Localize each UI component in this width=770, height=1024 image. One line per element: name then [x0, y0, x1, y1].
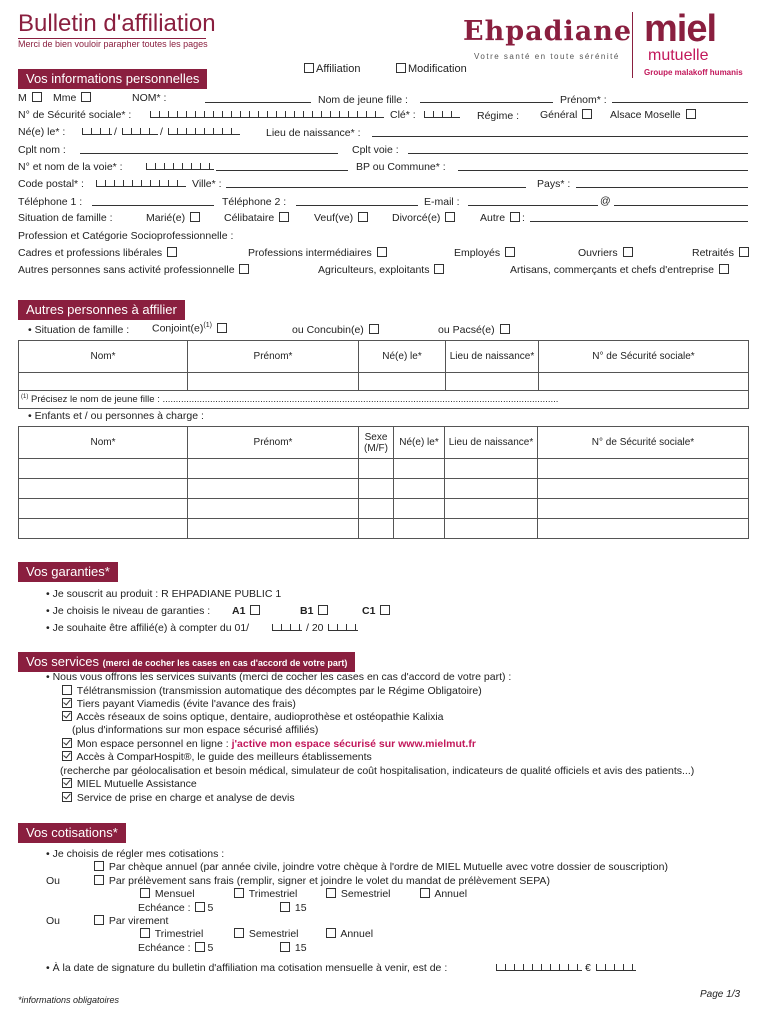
compar-note: (recherche par géolocalisation et besoin médical, simulateur de coût hospitalisation, indicateurs de qualité officiels et avis des patients...): [60, 765, 695, 777]
th-lieu: Lieu de naissance*: [446, 341, 539, 373]
euro-sign: €: [585, 962, 591, 974]
ehpadiane-tagline: Votre santé en toute sérénité: [474, 52, 620, 61]
conjoint-option[interactable]: $Conjoint(e)^{(1)}$: [152, 322, 229, 335]
lieu-label: Lieu de naissance* :: [266, 127, 361, 139]
ou-1: Ou: [46, 875, 61, 887]
secu-field[interactable]: [150, 108, 384, 118]
email-at: @: [600, 195, 611, 207]
pcs-retraites[interactable]: Retraités: [692, 247, 751, 259]
cp-field[interactable]: [96, 177, 186, 187]
concubin-option[interactable]: ou Concubin(e): [292, 324, 381, 336]
tiers-checkbox[interactable]: [62, 698, 72, 708]
modification-checkbox[interactable]: [396, 63, 406, 73]
vir-e15[interactable]: 15: [278, 942, 307, 954]
kalixia-checkbox[interactable]: [62, 711, 72, 721]
section-cotisations: Vos cotisations*: [18, 823, 126, 843]
services-intro: • Nous vous offrons les services suivants (merci de cocher les cases en cas d'accord de votre part) :: [46, 671, 512, 683]
pacse-checkbox[interactable]: [500, 324, 510, 334]
vir-trimestriel[interactable]: Trimestriel: [138, 928, 203, 940]
vir-trimestriel-checkbox[interactable]: [140, 928, 150, 938]
a1-checkbox[interactable]: [250, 605, 260, 615]
pcs-sans[interactable]: Autres personnes sans activité professionnelle: [18, 264, 251, 276]
pcs-ouvriers[interactable]: Ouvriers: [578, 247, 635, 259]
service-espace[interactable]: Mon espace personnel en ligne : j'active mon espace sécurisé sur www.mielmut.fr: [60, 738, 476, 750]
table-row[interactable]: [19, 519, 749, 539]
pcs-employes[interactable]: Employés: [454, 247, 517, 259]
affiliation-option[interactable]: Affiliation: [302, 63, 360, 75]
montant-label: • À la date de signature du bulletin d'affiliation ma cotisation mensuelle à venir, est de :: [46, 962, 448, 974]
prelev-trimestriel[interactable]: Trimestriel: [232, 888, 297, 900]
situation2-label: • Situation de famille :: [28, 324, 130, 336]
regime-alsace[interactable]: Alsace Moselle: [610, 109, 698, 121]
voie-field[interactable]: [216, 170, 348, 171]
cplt-nom-label: Cplt nom :: [18, 144, 66, 156]
niveau-b1[interactable]: B1: [300, 605, 330, 617]
enfants-label: • Enfants et / ou personnes à charge :: [28, 410, 204, 422]
page-subtitle: Merci de bien vouloir parapher toutes les pages: [18, 39, 208, 49]
prelev-e15[interactable]: 15: [278, 902, 307, 914]
vir-semestriel-checkbox[interactable]: [234, 928, 244, 938]
cle-field[interactable]: [424, 108, 460, 118]
devis-checkbox[interactable]: [62, 792, 72, 802]
miel-mutuelle: mutuelle: [648, 47, 709, 64]
date-label: • Je souhaite être affilié(e) à compter du 01/: [46, 622, 250, 634]
m-checkbox[interactable]: [32, 92, 42, 102]
sans-checkbox[interactable]: [239, 264, 249, 274]
naissance-label: Né(e) le* :: [18, 126, 66, 138]
situation-label: Situation de famille :: [18, 212, 113, 224]
assistance-checkbox[interactable]: [62, 778, 72, 788]
kalixia-note: (plus d'informations sur mon espace sécurisé affiliés): [72, 724, 319, 736]
naissance-day[interactable]: [82, 125, 112, 135]
autre-field[interactable]: [530, 221, 748, 222]
date-year-prefix: / 20: [306, 622, 324, 634]
voie-number[interactable]: [146, 160, 214, 170]
nom-field[interactable]: [205, 102, 311, 103]
th2-sexe: Sexe (M/F): [359, 427, 394, 459]
prelev-echeance: Echéance : 5: [138, 902, 214, 914]
service-compar[interactable]: Accès à ComparHospit®, le guide des meilleurs établissements: [60, 751, 372, 763]
spouse-secu-cell[interactable]: [539, 373, 749, 391]
niveau-a1[interactable]: A1: [232, 605, 262, 617]
niveau-c1[interactable]: C1: [362, 605, 392, 617]
spouse-table: [18, 340, 749, 409]
prelev-e5-checkbox[interactable]: [195, 902, 205, 912]
prelev-mensuel[interactable]: Mensuel: [138, 888, 195, 900]
service-kalixia[interactable]: Accès réseaux de soins optique, dentaire, audioprothèse et ostéopathie Kalixia: [60, 711, 444, 723]
prelev-semestriel-checkbox[interactable]: [326, 888, 336, 898]
voie-label: N° et nom de la voie* :: [18, 161, 123, 173]
th2-ne: Né(e) le*: [394, 427, 445, 459]
prelev-e15-checkbox[interactable]: [280, 902, 290, 912]
maiden-name-note: $^{(1)}$ Précisez le nom de jeune fille : ......................................................................................................................................................: [19, 391, 749, 409]
vir-e15-checkbox[interactable]: [280, 942, 290, 952]
cle-label: Clé* :: [390, 109, 416, 121]
prelev-semestriel[interactable]: Semestriel: [324, 888, 391, 900]
alsace-checkbox[interactable]: [686, 109, 696, 119]
pay-cheque[interactable]: Par chèque annuel (par année civile, joindre votre chèque à l'ordre de MIEL Mutuelle avec votre dossier de souscription): [92, 861, 668, 873]
section-garanties: Vos garanties*: [18, 562, 118, 582]
affiliation-checkbox[interactable]: [304, 63, 314, 73]
th-secu: N° de Sécurité sociale*: [539, 341, 749, 373]
montant-cents[interactable]: [596, 961, 636, 971]
section-personal-info: Vos informations personnelles: [18, 69, 207, 89]
lieu-field[interactable]: [372, 136, 748, 137]
agri-checkbox[interactable]: [434, 264, 444, 274]
service-assistance[interactable]: MIEL Mutuelle Assistance: [60, 778, 197, 790]
ou-2: Ou: [46, 915, 61, 927]
artisans-checkbox[interactable]: [719, 264, 729, 274]
email-user-field[interactable]: [468, 205, 598, 206]
pcs-cadres[interactable]: Cadres et professions libérales: [18, 247, 179, 259]
th2-prenom: Prénom*: [188, 427, 359, 459]
cotis-intro: • Je choisis de régler mes cotisations :: [46, 848, 225, 860]
tel2-field[interactable]: [296, 205, 418, 206]
ouvriers-checkbox[interactable]: [623, 247, 633, 257]
vir-echeance: Echéance : 5: [138, 942, 214, 954]
tel1-field[interactable]: [92, 205, 214, 206]
tel2-label: Téléphone 2 :: [222, 196, 287, 208]
general-checkbox[interactable]: [582, 109, 592, 119]
table-row[interactable]: [19, 479, 749, 499]
vir-e5-checkbox[interactable]: [195, 942, 205, 952]
niveau-label: • Je choisis le niveau de garanties :: [46, 605, 211, 617]
nom-jeune-field[interactable]: [420, 102, 553, 103]
conjoint-checkbox[interactable]: [217, 323, 227, 333]
prelev-annuel-checkbox[interactable]: [420, 888, 430, 898]
bp-field[interactable]: [458, 170, 748, 171]
civility-m[interactable]: M: [18, 92, 44, 104]
employes-checkbox[interactable]: [505, 247, 515, 257]
virement-checkbox[interactable]: [94, 915, 104, 925]
pcs-agri[interactable]: Agriculteurs, exploitants: [318, 264, 446, 276]
spouse-ne-cell[interactable]: [359, 373, 446, 391]
prenom-label: Prénom* :: [560, 94, 607, 106]
pays-field[interactable]: [576, 187, 748, 188]
cheque-checkbox[interactable]: [94, 861, 104, 871]
pcs-artisans[interactable]: Artisans, commerçants et chefs d'entreprise: [510, 264, 731, 276]
th2-secu: N° de Sécurité sociale*: [538, 427, 749, 459]
retraites-checkbox[interactable]: [739, 247, 749, 257]
cplt-voie-field[interactable]: [408, 153, 748, 154]
footer-note: *informations obligatoires: [18, 995, 120, 1005]
vir-annuel-checkbox[interactable]: [326, 928, 336, 938]
pay-virement[interactable]: Par virement: [92, 915, 168, 927]
secu-label: N° de Sécurité sociale* :: [18, 109, 132, 121]
pay-prelev[interactable]: Par prélèvement sans frais (remplir, signer et joindre le volet du mandat de prélèvement SEPA): [92, 875, 550, 887]
table-row[interactable]: [19, 459, 749, 479]
spouse-prenom-cell[interactable]: [188, 373, 359, 391]
th-prenom: Prénom*: [188, 341, 359, 373]
service-teletrans[interactable]: Télétransmission (transmission automatique des décomptes par le Régime Obligatoire): [60, 685, 482, 697]
situation-divorce[interactable]: Divorcé(e): [392, 212, 457, 224]
cplt-voie-label: Cplt voie :: [352, 144, 399, 156]
spouse-lieu-cell[interactable]: [446, 373, 539, 391]
ehpadiane-logo: Ehpadiane: [463, 16, 633, 47]
autre-checkbox[interactable]: [510, 212, 520, 222]
page-title: Bulletin d'affiliation: [18, 10, 216, 37]
montant-euros[interactable]: [496, 961, 582, 971]
produit-line: • Je souscrit au produit : R EHPADIANE PUBLIC 1: [46, 588, 282, 600]
prelev-annuel[interactable]: Annuel: [418, 888, 467, 900]
bp-label: BP ou Commune* :: [356, 161, 446, 173]
vir-semestriel[interactable]: Semestriel: [232, 928, 299, 940]
regime-general[interactable]: Général: [540, 109, 594, 121]
ville-field[interactable]: [226, 187, 526, 188]
pays-label: Pays* :: [537, 178, 571, 190]
email-label: E-mail :: [424, 196, 460, 208]
espace-checkbox[interactable]: [62, 738, 72, 748]
teletrans-checkbox[interactable]: [62, 685, 72, 695]
civility-mme[interactable]: Mme: [53, 92, 93, 104]
prenom-field[interactable]: [612, 102, 748, 103]
espace-link[interactable]: j'active mon espace sécurisé sur www.mielmut.fr: [231, 738, 476, 750]
service-tiers[interactable]: Tiers payant Viamedis (évite l'avance des frais): [60, 698, 296, 710]
email-domain-field[interactable]: [614, 205, 748, 206]
naissance-year[interactable]: [168, 125, 240, 135]
celib-checkbox[interactable]: [279, 212, 289, 222]
prelev-mensuel-checkbox[interactable]: [140, 888, 150, 898]
miel-logo: miel: [644, 8, 717, 50]
nom-jeune-label: Nom de jeune fille :: [318, 94, 408, 106]
situation-marie[interactable]: Marié(e): [146, 212, 202, 224]
pacse-option[interactable]: ou Pacsé(e): [438, 324, 512, 336]
tel1-label: Téléphone 1 :: [18, 196, 83, 208]
concubin-checkbox[interactable]: [369, 324, 379, 334]
compar-checkbox[interactable]: [62, 751, 72, 761]
veuf-checkbox[interactable]: [358, 212, 368, 222]
cadres-checkbox[interactable]: [167, 247, 177, 257]
date-year[interactable]: [328, 621, 358, 631]
th-ne: Né(e) le*: [359, 341, 446, 373]
vir-annuel[interactable]: Annuel: [324, 928, 373, 940]
b1-checkbox[interactable]: [318, 605, 328, 615]
cplt-nom-field[interactable]: [80, 153, 338, 154]
ville-label: Ville* :: [192, 178, 222, 190]
marie-checkbox[interactable]: [190, 212, 200, 222]
page-number: Page 1/3: [700, 989, 741, 1000]
regime-label: Régime :: [477, 110, 520, 122]
cp-label: Code postal* :: [18, 178, 84, 190]
situation-veuf[interactable]: Veuf(ve): [314, 212, 370, 224]
modification-option[interactable]: Modification: [394, 63, 467, 75]
mme-checkbox[interactable]: [81, 92, 91, 102]
situation-celib[interactable]: Célibataire: [224, 212, 291, 224]
prelev-checkbox[interactable]: [94, 875, 104, 885]
service-devis[interactable]: Service de prise en charge et analyse de devis: [60, 792, 295, 804]
pcs-interm[interactable]: Professions intermédiaires: [248, 247, 389, 259]
table-row[interactable]: [19, 499, 749, 519]
pcs-label: Profession et Catégorie Socioprofessionnelle :: [18, 230, 234, 242]
c1-checkbox[interactable]: [380, 605, 390, 615]
children-table: [18, 426, 749, 539]
section-other-persons: Autres personnes à affilier: [18, 300, 185, 320]
situation-autre[interactable]: Autre :: [480, 212, 525, 224]
interm-checkbox[interactable]: [377, 247, 387, 257]
logo-divider: [632, 12, 633, 78]
section-services: Vos services (merci de cocher les cases en cas d'accord de votre part): [18, 652, 355, 672]
prelev-trimestriel-checkbox[interactable]: [234, 888, 244, 898]
groupe-logo: Groupe malakoff humanis: [644, 68, 743, 77]
th-nom: Nom*: [19, 341, 188, 373]
nom-label: NOM* :: [132, 92, 167, 104]
divorce-checkbox[interactable]: [445, 212, 455, 222]
spouse-nom-cell[interactable]: [19, 373, 188, 391]
th2-nom: Nom*: [19, 427, 188, 459]
naissance-month[interactable]: [122, 125, 158, 135]
date-month[interactable]: [272, 621, 302, 631]
th2-lieu: Lieu de naissance*: [445, 427, 538, 459]
